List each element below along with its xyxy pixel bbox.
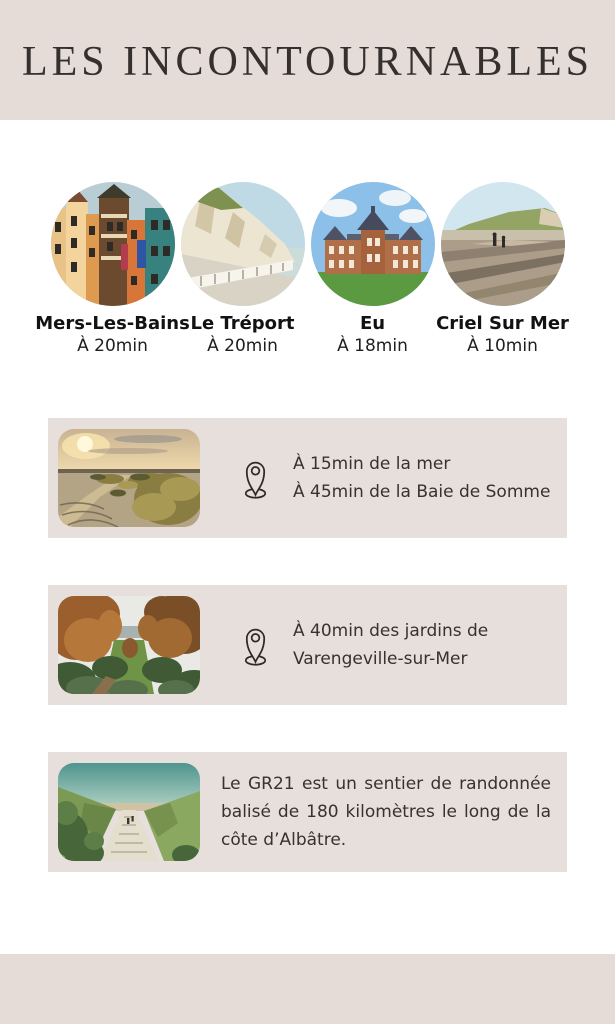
destination-name: Eu (359, 313, 386, 334)
photo-mers-les-bains-villas (51, 182, 175, 306)
gr21-photo-graphic (58, 763, 200, 861)
baie-de-somme-photo-graphic (58, 429, 200, 527)
photo-varengeville-gardens (58, 596, 200, 694)
mers-les-bains-photo-graphic (51, 182, 175, 306)
destination-time: À 10min (467, 336, 538, 356)
destination-time: À 20min (207, 336, 278, 356)
criel-sur-mer-photo-graphic (441, 182, 565, 306)
le-treport-photo-graphic (181, 182, 305, 306)
destination-item-mers-les-bains (35, 182, 190, 356)
card-text-line: Varengeville-sur-Mer (293, 649, 468, 669)
photo-eu-chateau (311, 182, 435, 306)
varengeville-photo-graphic (58, 596, 200, 694)
location-pin-icon (241, 624, 270, 667)
card-paragraph: Le GR21 est un sentier de randonnée balisé de 180 kilomètres le long de la côte d’Albâtre. (221, 774, 551, 850)
card-text-line: À 15min de la mer (293, 454, 451, 474)
destination-time: À 18min (337, 336, 408, 356)
page-title: LES INCONTOURNABLES (21, 39, 594, 85)
destination-name: Mers-Les-Bains (35, 313, 190, 334)
card-text-line: À 45min de la Baie de Somme (293, 482, 551, 502)
info-card-gr21 (48, 752, 567, 872)
eu-chateau-photo-graphic (311, 182, 435, 306)
info-card-sea (48, 418, 567, 538)
photo-gr21-coastal-path (58, 763, 200, 861)
destination-item-criel-sur-mer (438, 182, 568, 356)
destination-name: Criel Sur Mer (436, 313, 569, 334)
header-banner (0, 0, 615, 120)
info-card-gardens (48, 585, 567, 705)
footer-banner (0, 954, 615, 1024)
card-text-block (293, 617, 488, 673)
destination-item-eu (308, 182, 438, 356)
photo-criel-sur-mer-shore (441, 182, 565, 306)
location-pin-icon (241, 457, 270, 500)
card-text-line: À 40min des jardins de (293, 621, 489, 641)
destination-item-le-treport (178, 182, 308, 356)
destination-time: À 20min (77, 336, 148, 356)
photo-le-treport-cliffs (181, 182, 305, 306)
destination-name: Le Tréport (190, 313, 295, 334)
destinations-row (0, 182, 615, 356)
photo-baie-de-somme-marsh (58, 429, 200, 527)
card-text-block (293, 450, 550, 506)
